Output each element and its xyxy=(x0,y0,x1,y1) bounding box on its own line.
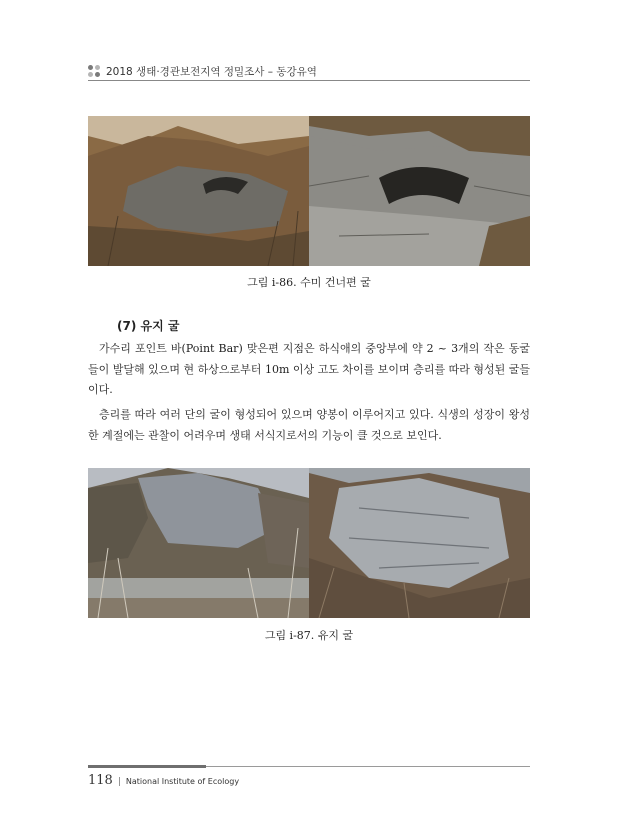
section-title: (7) 유지 굴 xyxy=(117,319,180,333)
figure-86-photos xyxy=(88,116,530,266)
footer-separator: | xyxy=(117,777,121,787)
photo-river-and-cliff-wide xyxy=(88,468,309,618)
page-footer xyxy=(88,773,239,788)
photo-cliff-with-overhang-wide xyxy=(88,116,309,266)
dot-3 xyxy=(88,72,93,77)
photo-limestone-cliff-closeup xyxy=(309,468,530,618)
institution-name: National Institute of Ecology xyxy=(125,777,240,786)
dot-2 xyxy=(95,65,100,70)
paragraph-2: 층리를 따라 여러 단의 굴이 형성되어 있으며 양봉이 이루어지고 있다. 식생의 성장이 왕성한 계절에는 관찰이 어려우며 생태 서식지로서의 기능이 클 것으로 보인다. xyxy=(88,408,530,442)
header-rule xyxy=(88,80,530,81)
figure-87-photos xyxy=(88,468,530,618)
photo-cliff-cave-closeup xyxy=(309,116,530,266)
header-title: 2018 생태·경관보전지역 정밀조사 – 동강유역 xyxy=(106,65,317,78)
header-dots-icon xyxy=(88,65,100,77)
dot-4 xyxy=(95,72,100,77)
dot-1 xyxy=(88,65,93,70)
figure-86-caption: 그림 i-86. 수미 건너편 굴 xyxy=(247,276,371,289)
running-header xyxy=(88,60,530,82)
page-number: 118 xyxy=(88,773,113,788)
footer-rule xyxy=(206,766,530,767)
footer-bar-accent xyxy=(88,765,206,768)
figure-87-caption: 그림 i-87. 유지 굴 xyxy=(264,629,354,642)
paragraph-1: 가수리 포인트 바(Point Bar) 맞은편 지점은 하식애의 중앙부에 약 2 ~ 3개의 작은 동굴들이 발달해 있으며 현 하상으로부터 10m 이상 고도 차이를 보이며 층리를 따라 형성된 굴들이다. xyxy=(88,342,530,396)
